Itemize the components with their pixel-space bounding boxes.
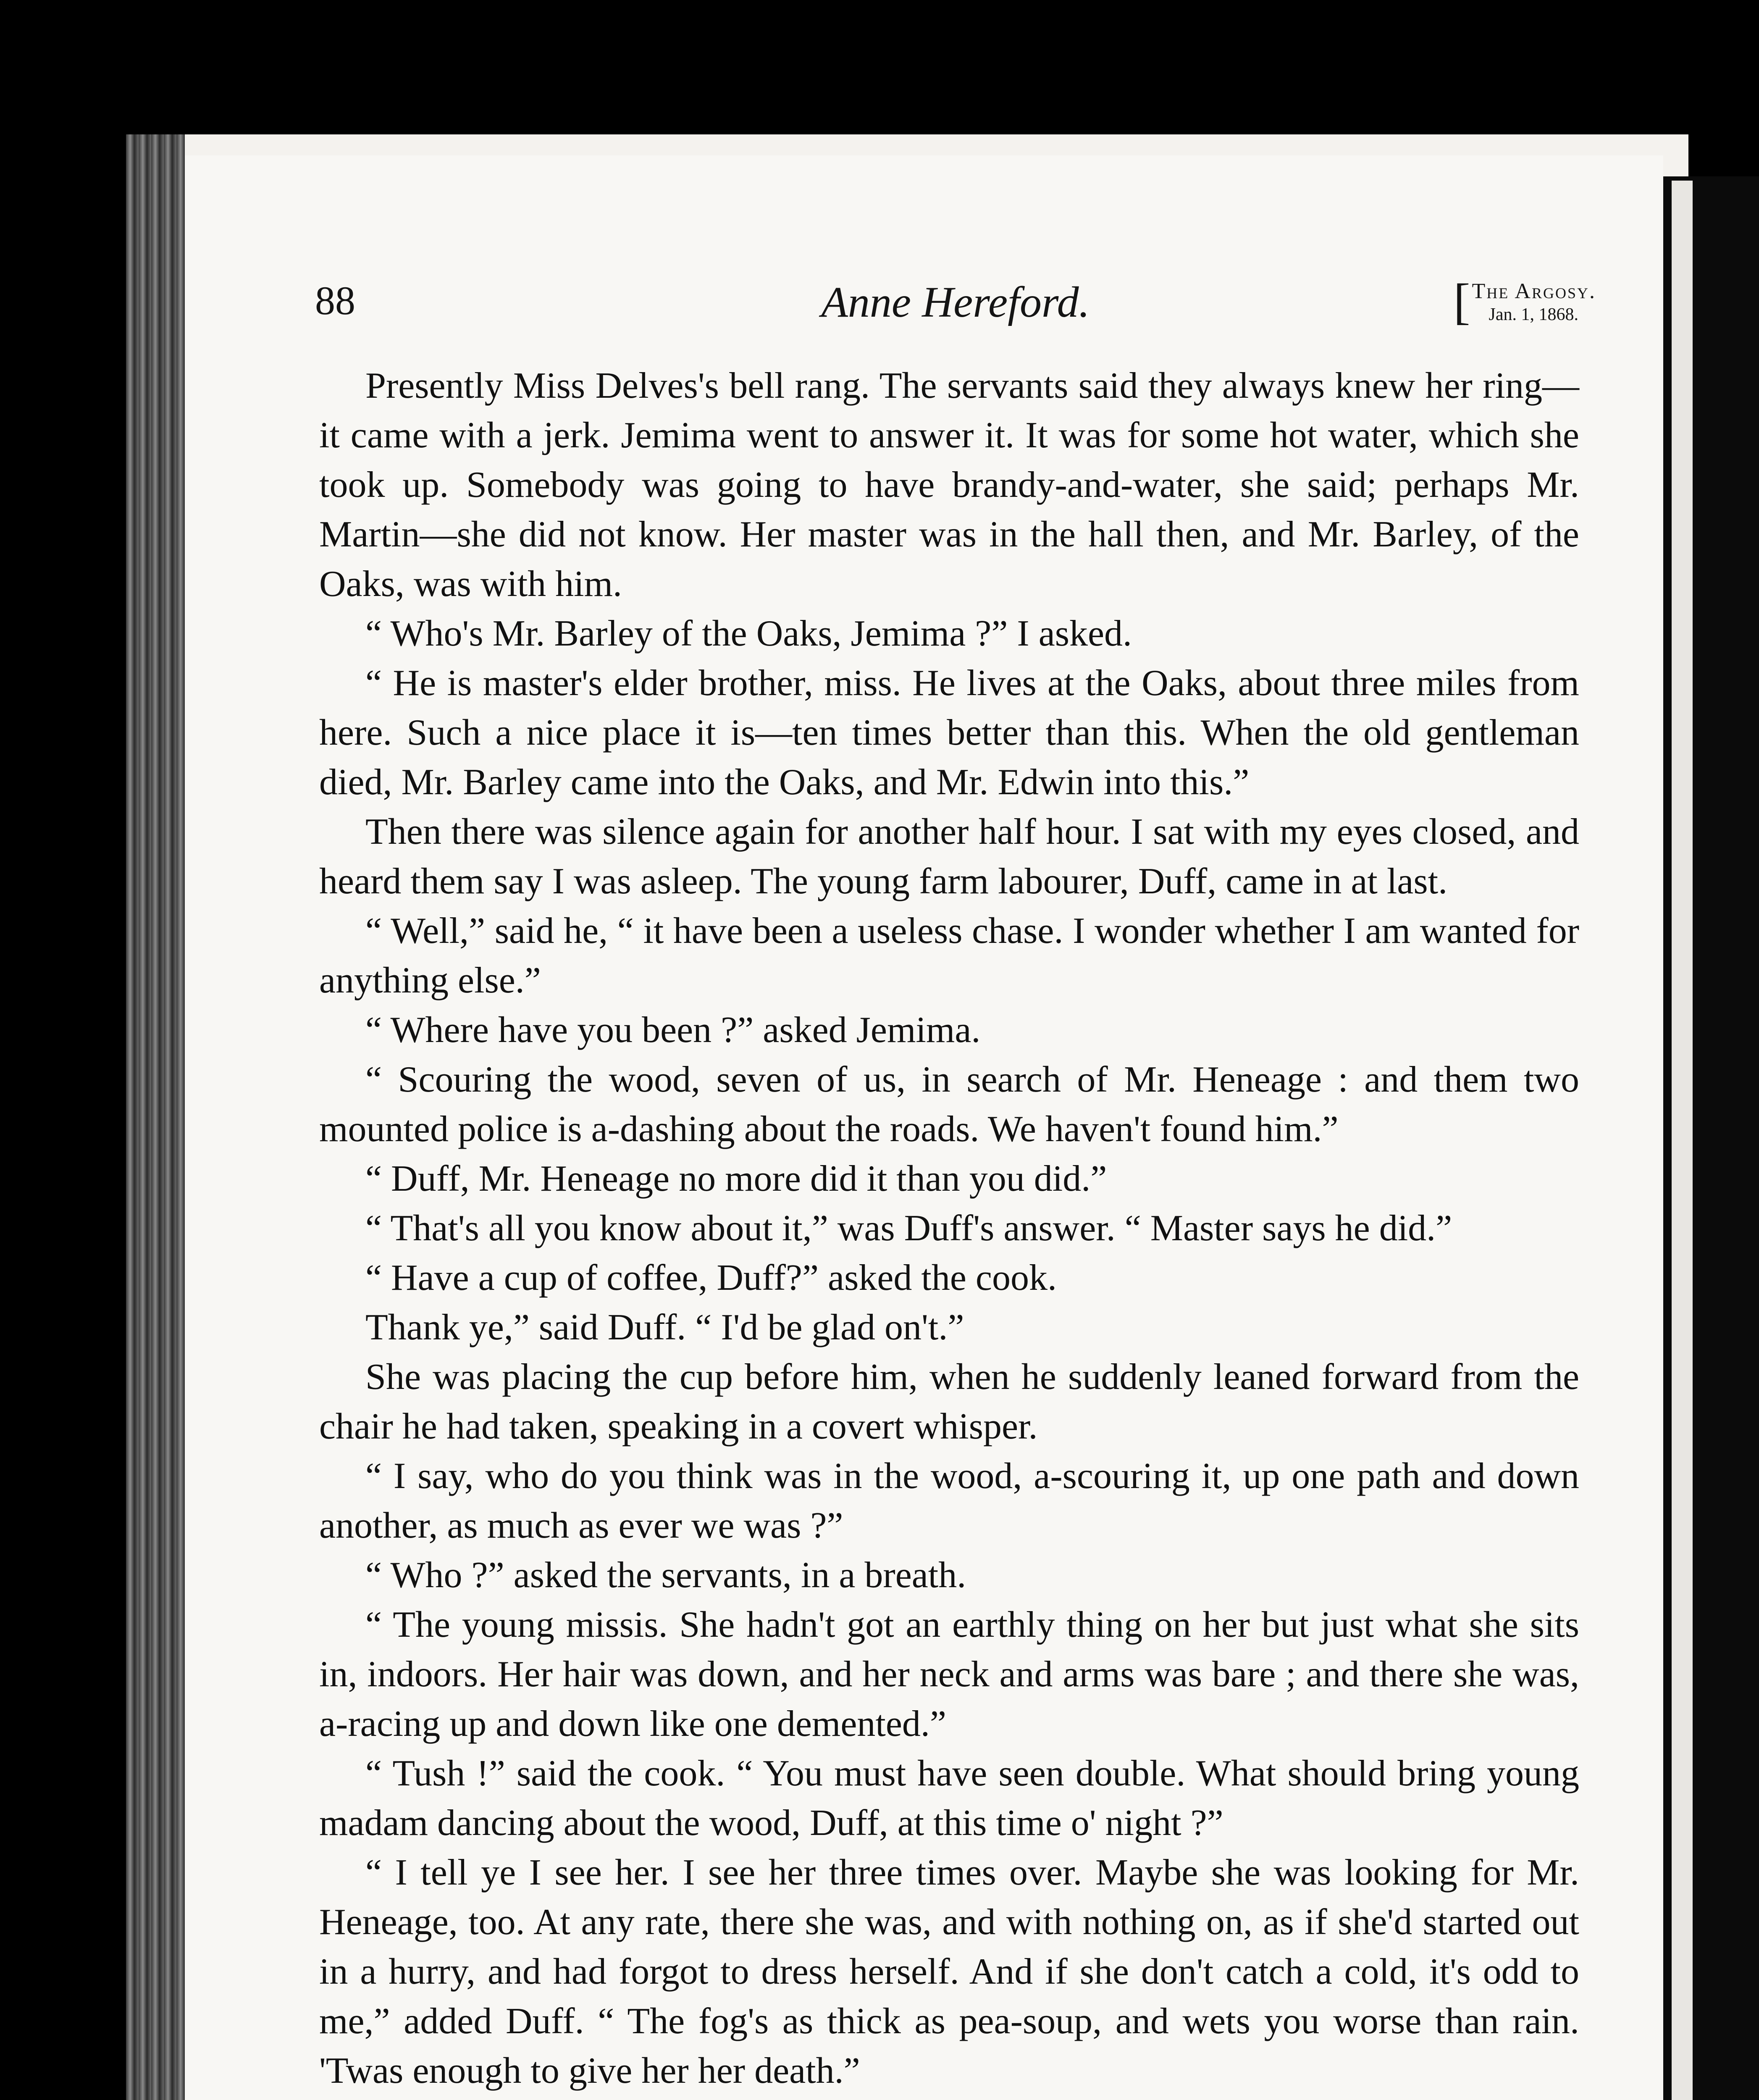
- paragraph: “ He is master's elder brother, miss. He lives at the Oaks, about three miles from here. Such a nice place it is—ten times better than this. When the old gentleman died, Mr. Barley came into the Oaks, and Mr. Edwin into this.”: [319, 663, 1579, 803]
- running-title: Anne Hereford.: [821, 278, 1090, 326]
- paragraph: “ The young missis. She hadn't got an earthly thing on her but just what she sits in, indoors. Her hair was down, and her neck and arms was bare ; and there she was, a-racing up and down like one demented.”: [319, 1604, 1579, 1744]
- paragraph: “ Tush !” said the cook. “ You must have seen double. What should bring young madam dancing about the wood, Duff, at this time o' night ?”: [319, 1753, 1579, 1843]
- paragraph: “ Where have you been ?” asked Jemima.: [365, 1010, 981, 1050]
- issue-publication: The Argosy.: [1472, 279, 1596, 303]
- issue-info: [1453, 273, 1596, 329]
- page-number: 88: [315, 278, 355, 323]
- paragraph: Then there was silence again for another half hour. I sat with my eyes closed, and heard them say I was asleep. The young farm labourer, Duff, came in at last.: [319, 811, 1579, 902]
- issue-bracket: [: [1453, 273, 1470, 329]
- paragraph: “ I tell ye I see her. I see her three times over. Maybe she was looking for Mr. Heneage, too. At any rate, there she was, and with nothing on, as if she'd started out in a hurry, and had forgot to dress herself. And if she don't catch a cold, it's odd to me,” added Duff. “ The fog's as thick as pea-soup, and wets you worse than rain. 'Twas enough to give her her death.”: [319, 1852, 1579, 2091]
- paragraph: “ Have a cup of coffee, Duff?” asked the cook.: [365, 1257, 1057, 1298]
- paragraph: “ Who ?” asked the servants, in a breath.: [365, 1555, 966, 1596]
- paragraph: [319, 2096, 1579, 2100]
- next-page-edge: [1672, 181, 1693, 2100]
- page-header: [315, 273, 1596, 344]
- issue-date: Jan. 1, 1868.: [1489, 305, 1579, 324]
- paragraph: “ Duff, Mr. Heneage no more did it than you did.”: [365, 1158, 1107, 1199]
- paragraph: “ Well,” said he, “ it have been a useless chase. I wonder whether I am wanted for anything else.”: [319, 911, 1579, 1001]
- paragraph: “ Who's Mr. Barley of the Oaks, Jemima ?” I asked.: [365, 613, 1132, 654]
- paragraph: “ That's all you know about it,” was Duff's answer. “ Master says he did.”: [365, 1208, 1452, 1249]
- paragraph: “ Scouring the wood, seven of us, in search of Mr. Heneage : and them two mounted police is a-dashing about the roads. We haven't found him.”: [319, 1059, 1579, 1150]
- book-binding: [126, 134, 185, 2100]
- body-text: [319, 361, 1579, 2100]
- paragraph: Thank ye,” said Duff. “ I'd be glad on't.”: [365, 1307, 964, 1348]
- paragraph: “ I say, who do you think was in the wood, a-scouring it, up one path and down another, as much as ever we was ?”: [319, 1456, 1579, 1546]
- paragraph: Presently Miss Delves's bell rang. The servants said they always knew her ring—it came with a jerk. Jemima went to answer it. It was for some hot water, which she took up. Somebody was going to have brandy-and-water, she said; perhaps Mr. Martin—she did not know. Her master was in the hall then, and Mr. Barley, of the Oaks, was with him.: [319, 365, 1579, 604]
- paragraph: She was placing the cup before him, when he suddenly leaned forward from the chair he had taken, speaking in a covert whisper.: [319, 1357, 1579, 1447]
